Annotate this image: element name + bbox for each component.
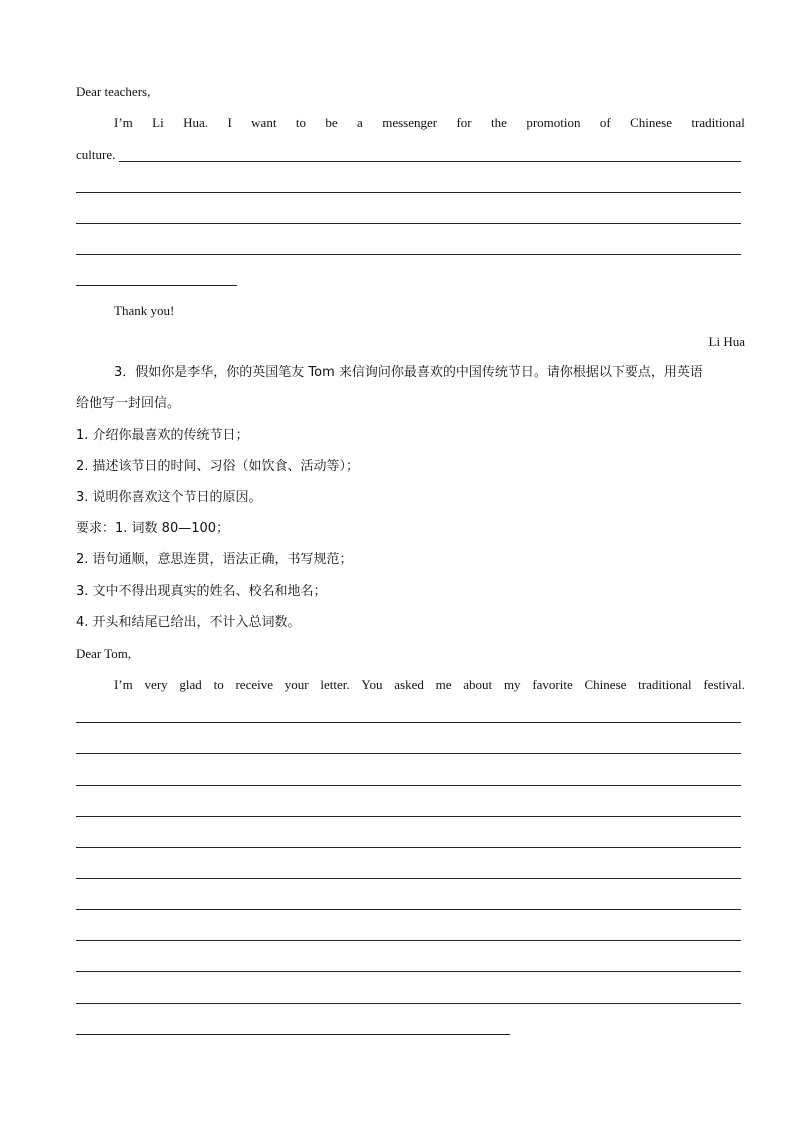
- word: Li: [152, 115, 164, 130]
- writing-line[interactable]: [76, 223, 741, 224]
- writing-line[interactable]: [76, 940, 741, 941]
- word: receive: [235, 677, 273, 692]
- letter1-salutation: Dear teachers,: [76, 84, 151, 99]
- letter1-signature: Li Hua: [708, 334, 745, 349]
- word: Hua.: [183, 115, 209, 130]
- word: very: [144, 677, 168, 692]
- word: Chinese: [630, 115, 672, 130]
- word: your: [284, 677, 309, 692]
- task-point: 1. 介绍你最喜欢的传统节日；: [76, 428, 249, 443]
- writing-line[interactable]: [76, 722, 741, 723]
- word: want: [251, 115, 277, 130]
- letter2-intro-line: [114, 677, 745, 693]
- writing-line[interactable]: [76, 816, 741, 817]
- task-requirement: 3. 文中不得出现真实的姓名、校名和地名；: [76, 584, 327, 599]
- word: for: [456, 115, 472, 130]
- word: I’m: [114, 677, 133, 692]
- task-prompt-line1: 3．假如你是李华，你的英国笔友 Tom 来信询问你最喜欢的中国传统节日。请你根据以下要点，用英语: [114, 365, 703, 380]
- task-requirement: 要求：1. 词数 80—100；: [76, 521, 230, 536]
- writing-line[interactable]: [76, 785, 741, 786]
- letter2-salutation: Dear Tom,: [76, 646, 132, 661]
- writing-line[interactable]: [76, 753, 741, 754]
- word: I’m: [114, 115, 133, 130]
- word: promotion: [526, 115, 581, 130]
- word: the: [491, 115, 507, 130]
- word: asked: [394, 677, 424, 692]
- letter1-intro-end: culture.: [76, 147, 116, 162]
- writing-line[interactable]: [76, 1034, 510, 1035]
- writing-line[interactable]: [119, 161, 741, 162]
- word: festival.: [703, 677, 745, 692]
- word: to: [295, 115, 306, 130]
- task-requirement: 2. 语句通顺，意思连贯，语法正确，书写规范；: [76, 552, 353, 567]
- word: You: [361, 677, 383, 692]
- word: my: [503, 677, 521, 692]
- task-point: 3. 说明你喜欢这个节日的原因。: [76, 490, 262, 505]
- task-prompt-line2: 给他写一封回信。: [76, 396, 181, 411]
- writing-line[interactable]: [76, 878, 741, 879]
- word: be: [325, 115, 338, 130]
- word: I: [227, 115, 232, 130]
- word: glad: [179, 677, 202, 692]
- writing-line[interactable]: [76, 254, 741, 255]
- letter1-closing: Thank you!: [114, 303, 175, 318]
- word: traditional: [638, 677, 692, 692]
- writing-line[interactable]: [76, 192, 741, 193]
- word: of: [599, 115, 611, 130]
- writing-line[interactable]: [76, 909, 741, 910]
- word: favorite: [532, 677, 573, 692]
- writing-line[interactable]: [76, 971, 741, 972]
- word: to: [213, 677, 224, 692]
- writing-line[interactable]: [76, 847, 741, 848]
- writing-line[interactable]: [76, 285, 237, 286]
- word: letter.: [320, 677, 350, 692]
- task-point: 2. 描述该节日的时间、习俗（如饮食、活动等）；: [76, 459, 360, 474]
- writing-line[interactable]: [76, 1003, 741, 1004]
- word: a: [357, 115, 363, 130]
- word: messenger: [382, 115, 438, 130]
- word: about: [463, 677, 493, 692]
- word: traditional: [691, 115, 745, 130]
- word: me: [435, 677, 452, 692]
- letter1-intro-line: [114, 115, 745, 131]
- task-requirement: 4. 开头和结尾已给出，不计入总词数。: [76, 615, 301, 630]
- word: Chinese: [584, 677, 627, 692]
